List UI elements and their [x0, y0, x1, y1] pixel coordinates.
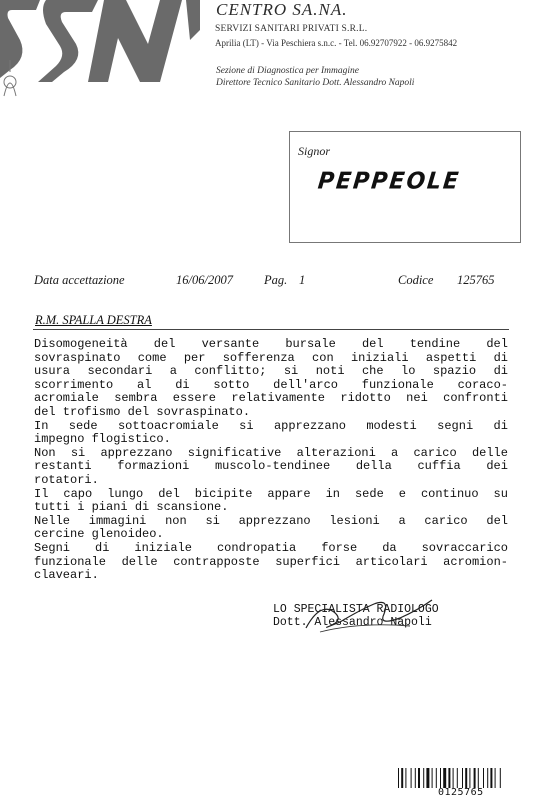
report-line: In sede sottoacromiale si apprezzano modesti segni di — [34, 418, 508, 433]
report-line: Disomogeneità del versante bursale del tendine del — [34, 337, 508, 351]
page-label: Pag. — [264, 273, 288, 287]
exam-title: R.M. SPALLA DESTRA — [35, 313, 152, 327]
report-line: rotatori. — [34, 472, 99, 487]
barcode-bar — [453, 768, 454, 788]
signature-title: LO SPECIALISTA RADIOLOGO — [273, 603, 439, 616]
report-line: acromiale sembra essere relativamente ridotto nei confronti — [34, 391, 508, 406]
barcode-bar — [443, 768, 446, 788]
report-line: Nelle immagini non si apprezzano lesioni a carico del — [34, 513, 508, 528]
report-line: funzionale delle contrapposte superfici articolari acromion- — [34, 554, 508, 569]
signature-name: Dott. Alessandro Napoli — [273, 616, 432, 629]
barcode-bar — [426, 768, 429, 788]
report-line: del trofismo del sovraspinato. — [34, 404, 251, 419]
director-line: Direttore Tecnico Sanitario Dott. Alessandro Napoli — [216, 78, 415, 88]
report-line: sovraspinato come per sofferenza con iniziali aspetti di — [34, 350, 508, 365]
barcode-bar — [432, 768, 433, 788]
barcode-bar — [500, 768, 501, 788]
barcode-bar — [457, 768, 458, 788]
barcode-bar — [436, 768, 437, 788]
barcode-bar — [478, 768, 479, 788]
barcode — [398, 768, 528, 788]
report-line: impegno flogistico. — [34, 432, 171, 447]
barcode-bar — [483, 768, 484, 788]
barcode-bar — [440, 768, 441, 788]
barcode-bar — [411, 768, 412, 788]
department-line: Sezione di Diagnostica per Immagine — [216, 66, 360, 76]
code-label: Codice — [398, 273, 434, 287]
report-line: cercine glenoideo. — [34, 527, 164, 542]
barcode-bar — [487, 768, 488, 788]
barcode-bar — [401, 768, 403, 788]
patient-label: Signor — [298, 144, 331, 158]
report-body — [34, 338, 508, 583]
page-value: 1 — [299, 273, 306, 287]
handwritten-signature — [300, 592, 440, 637]
report-line: scorrimento al di sotto dell'arco funzionale coraco- — [34, 377, 508, 392]
company-address: Aprilia (LT) - Via Peschiera s.n.c. - Tel. 06.92707922 - 06.9275842 — [215, 38, 458, 48]
report-line: usura secondari a conflitto; si noti che lo spazio di — [34, 364, 508, 379]
patient-box — [289, 131, 521, 243]
date-label: Data accettazione — [34, 273, 125, 287]
barcode-bar — [405, 768, 406, 788]
barcode-bar — [490, 768, 492, 788]
patient-name: PEPPEOLE — [316, 168, 462, 195]
company-subtitle: SERVIZI SANITARI PRIVATI S.R.L. — [215, 24, 368, 34]
code-value: 125765 — [457, 273, 495, 287]
company-name: CENTRO SA.NA. — [216, 0, 348, 19]
report-line: tutti i piani di scansione. — [34, 500, 229, 515]
report-line: claveari. — [34, 568, 99, 583]
barcode-bar — [474, 768, 476, 788]
report-line: Segni di iniziale condropatia forse da sovraccarico — [34, 540, 508, 555]
barcode-bar — [448, 768, 450, 788]
barcode-bar — [423, 768, 424, 788]
date-value: 16/06/2007 — [176, 273, 233, 287]
barcode-bar — [418, 768, 420, 788]
barcode-bar — [462, 768, 463, 788]
barcode-number: 0125765 — [438, 787, 484, 798]
report-line: Non si apprezzano significative alterazioni a carico delle — [34, 445, 508, 460]
title-divider — [33, 329, 509, 330]
barcode-bar — [398, 768, 399, 788]
company-logo — [0, 0, 200, 100]
barcode-bar — [415, 768, 416, 788]
report-line: Il capo lungo del bicipite appare in sede e continuo su — [34, 486, 508, 501]
barcode-bar — [495, 768, 496, 788]
barcode-bar — [465, 768, 467, 788]
report-line: restanti formazioni muscolo-tendinee della cuffia dei — [34, 459, 508, 474]
barcode-bar — [469, 768, 470, 788]
